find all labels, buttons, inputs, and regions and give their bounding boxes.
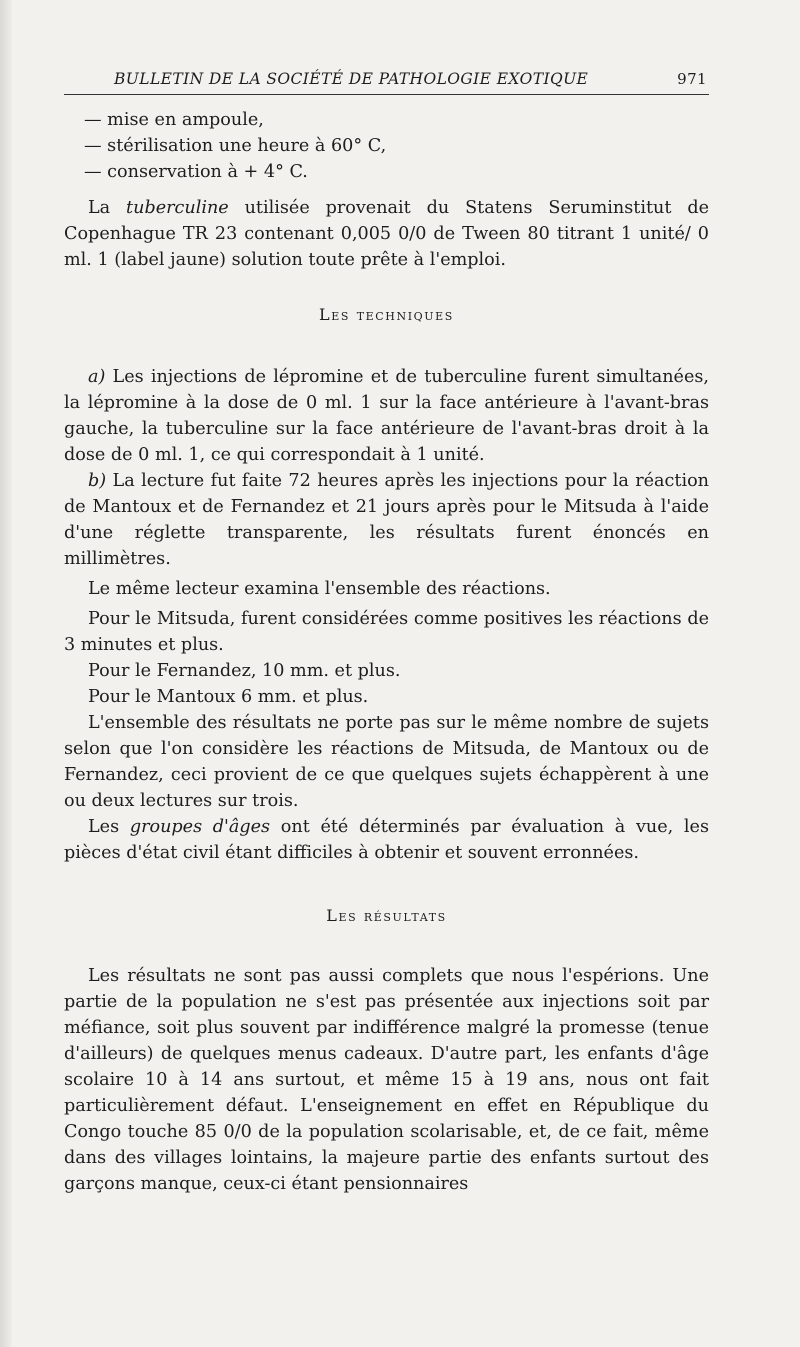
paragraph-fernandez: Pour le Fernandez, 10 mm. et plus. [88, 661, 401, 681]
list-item: — mise en ampoule, [84, 110, 264, 130]
paragraph-ensemble: L'ensemble des résultats ne porte pas sur le même nombre de sujets selon que l'on considère les réactions de Mitsuda, de Mantoux ou de Fernandez, ceci provient de ce que quelques sujets échappèrent à une ou deux lectures sur trois. [64, 713, 709, 811]
tuberculine-paragraph [64, 195, 709, 273]
paragraph-mitsuda: Pour le Mitsuda, furent considérées comme positives les réactions de 3 minutes et plus. [64, 609, 709, 655]
text-span: ont été déterminés par évaluation à vue, les pièces d'état civil étant difficiles à obtenir et souvent erronnées. [64, 817, 709, 863]
text-span: La lecture fut faite 72 heures après les injections pour la réaction de Mantoux et de Fernandez et 21 jours après pour le Mitsuda à l'aide d'une réglette transparente, les résultats furent énoncés en millimètres. [64, 471, 709, 569]
paragraph-a [64, 364, 709, 468]
item-label: b) [88, 471, 107, 491]
paragraph-groupes [64, 814, 709, 866]
paragraph-resultats: Les résultats ne sont pas aussi complets que nous l'espérions. Une partie de la population ne s'est pas présentée aux injections soit par méfiance, soit plus souvent par indifférence malgré la promesse (tenue d'ailleurs) de quelques menus cadeaux. D'autre part, les enfants d'âge scolaire 10 à 14 ans surtout, et même 15 à 19 ans, nous ont fait particulièrement défaut. L'enseignement en effet en République du Congo touche 85 0/0 de la population scolarisable, et, de ce fait, même dans des villages lointains, la majeure partie des enfants surtout des garçons manque, ceux-ci étant pensionnaires [64, 966, 709, 1194]
list-item: — stérilisation une heure à 60° C, [84, 136, 387, 156]
paragraph-mantoux: Pour le Mantoux 6 mm. et plus. [88, 687, 369, 707]
page-number: 971 [677, 70, 707, 88]
text-span: Les injections de lépromine et de tuberculine furent simultanées, la lépromine à la dose de 0 ml. 1 sur la face antérieure à l'avant-bras gauche, la tuberculine sur la face antérieure de l'avant-bras droit à la dose de 0 ml. 1, ce qui correspondait à 1 unité. [64, 367, 709, 465]
item-label: a) [88, 367, 106, 387]
journal-title: BULLETIN DE LA SOCIÉTÉ DE PATHOLOGIE EXOTIQUE [114, 70, 589, 88]
list-item: — conservation à + 4° C. [84, 162, 308, 182]
procedure-list [64, 107, 709, 185]
italic-term: tuberculine [126, 198, 229, 218]
italic-term: groupes d'âges [129, 817, 271, 837]
running-header [64, 70, 709, 95]
page-edge [0, 0, 12, 1347]
text-span: utilisée provenait du Statens Seruminstitut de Copenhague TR 23 contenant 0,005 0/0 de Tween 80 titrant 1 unité/ 0 ml. 1 (label jaune) solution toute prête à l'emploi. [64, 198, 709, 270]
paragraph-lecteur: Le même lecteur examina l'ensemble des réactions. [88, 579, 551, 599]
paragraph-b [64, 468, 709, 572]
text-span: La [88, 198, 127, 218]
document-page [64, 70, 709, 1197]
text-span: Les [88, 817, 130, 837]
section-heading-techniques: Les techniques [319, 305, 454, 324]
section-heading-resultats: Les résultats [326, 906, 447, 925]
